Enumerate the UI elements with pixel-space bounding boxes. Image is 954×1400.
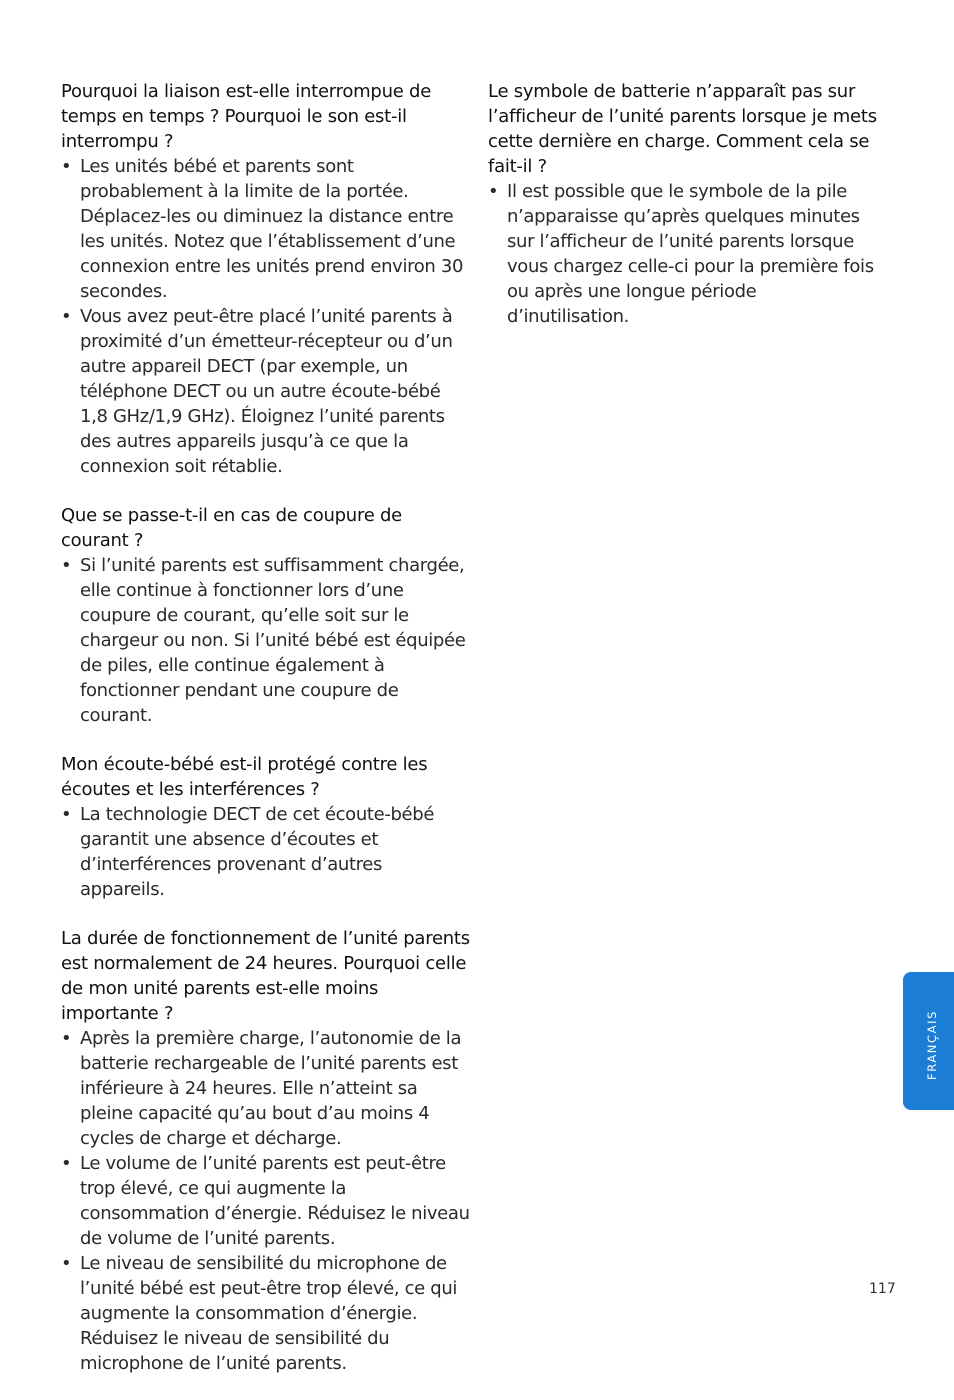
answer-text: Si l’unité parents est suffisamment chargée, elle continue à fonctionner lors d’une coupure de courant, qu’elle soit sur le chargeur ou non. Si l’unité bébé est équipée de piles, elle continue également à fonctionner pendant une coupure de courant. (80, 555, 466, 726)
faq-question: Le symbole de batterie n’apparaît pas sur l’afficheur de l’unité parents lorsque je mets cette dernière en charge. Comment cela se fait-il ? (488, 81, 877, 177)
bullet-icon: • (61, 1153, 72, 1174)
answer-text: Il est possible que le symbole de la pile n’apparaisse qu’après quelques minutes sur l’afficheur de l’unité parents lorsque vous chargez celle-ci pour la première fois ou après une longue période d’inutilisation. (507, 181, 874, 327)
answer-item (61, 553, 471, 728)
answer-text: Vous avez peut-être placé l’unité parents à proximité d’un émetteur-récepteur ou d’un autre appareil DECT (par exemple, un téléphone DECT ou un autre écoute-bébé 1,8 GHz/1,9 GHz). Éloignez l’unité parents des autres appareils jusqu’à ce que la connexion soit rétablie. (80, 306, 453, 477)
bullet-icon: • (488, 181, 499, 202)
bullet-icon: • (61, 156, 72, 177)
answer-item (61, 304, 471, 479)
answer-item (61, 1251, 471, 1376)
page-number: 117 (869, 1281, 896, 1297)
faq-section (61, 752, 471, 902)
right-column (488, 79, 883, 353)
bullet-icon: • (61, 1028, 72, 1049)
language-tab-label: FRANÇAIS (925, 1010, 939, 1080)
answer-list (61, 154, 471, 479)
answer-text: La technologie DECT de cet écoute-bébé garantit une absence d’écoutes et d’interférences provenant d’autres appareils. (80, 804, 435, 900)
answer-item (61, 1151, 471, 1251)
faq-question: Que se passe-t-il en cas de coupure de courant ? (61, 505, 403, 551)
bullet-icon: • (61, 1253, 72, 1274)
faq-section (61, 503, 471, 728)
answer-item (61, 1026, 471, 1151)
faq-question: La durée de fonctionnement de l’unité parents est normalement de 24 heures. Pourquoi celle de mon unité parents est-elle moins importante ? (61, 928, 470, 1024)
answer-list (61, 802, 471, 902)
answer-list (61, 553, 471, 728)
left-column (61, 79, 471, 1400)
answer-item (61, 802, 471, 902)
bullet-icon: • (61, 555, 72, 576)
answer-item (488, 179, 883, 329)
answer-text: Les unités bébé et parents sont probablement à la limite de la portée. Déplacez-les ou diminuez la distance entre les unités. Notez que l’établissement d’une connexion entre les unités prend environ 30 secondes. (80, 156, 464, 302)
bullet-icon: • (61, 306, 72, 327)
answer-list (488, 179, 883, 329)
answer-list (61, 1026, 471, 1376)
bullet-icon: • (61, 804, 72, 825)
answer-text: Le niveau de sensibilité du microphone de l’unité bébé est peut-être trop élevé, ce qui augmente la consommation d’énergie. Réduisez le niveau de sensibilité du microphone de l’unité parents. (80, 1253, 458, 1374)
faq-question: Mon écoute-bébé est-il protégé contre les écoutes et les interférences ? (61, 754, 428, 800)
faq-question: Pourquoi la liaison est-elle interrompue de temps en temps ? Pourquoi le son est-il interrompu ? (61, 81, 432, 152)
faq-section (61, 926, 471, 1376)
answer-text: Après la première charge, l’autonomie de la batterie rechargeable de l’unité parents est inférieure à 24 heures. Elle n’atteint sa pleine capacité qu’au bout d’au moins 4 cycles de charge et décharge. (80, 1028, 462, 1149)
faq-section (61, 79, 471, 479)
faq-section (488, 79, 883, 329)
answer-item (61, 154, 471, 304)
answer-text: Le volume de l’unité parents est peut-être trop élevé, ce qui augmente la consommation d’énergie. Réduisez le niveau de volume de l’unité parents. (80, 1153, 470, 1249)
